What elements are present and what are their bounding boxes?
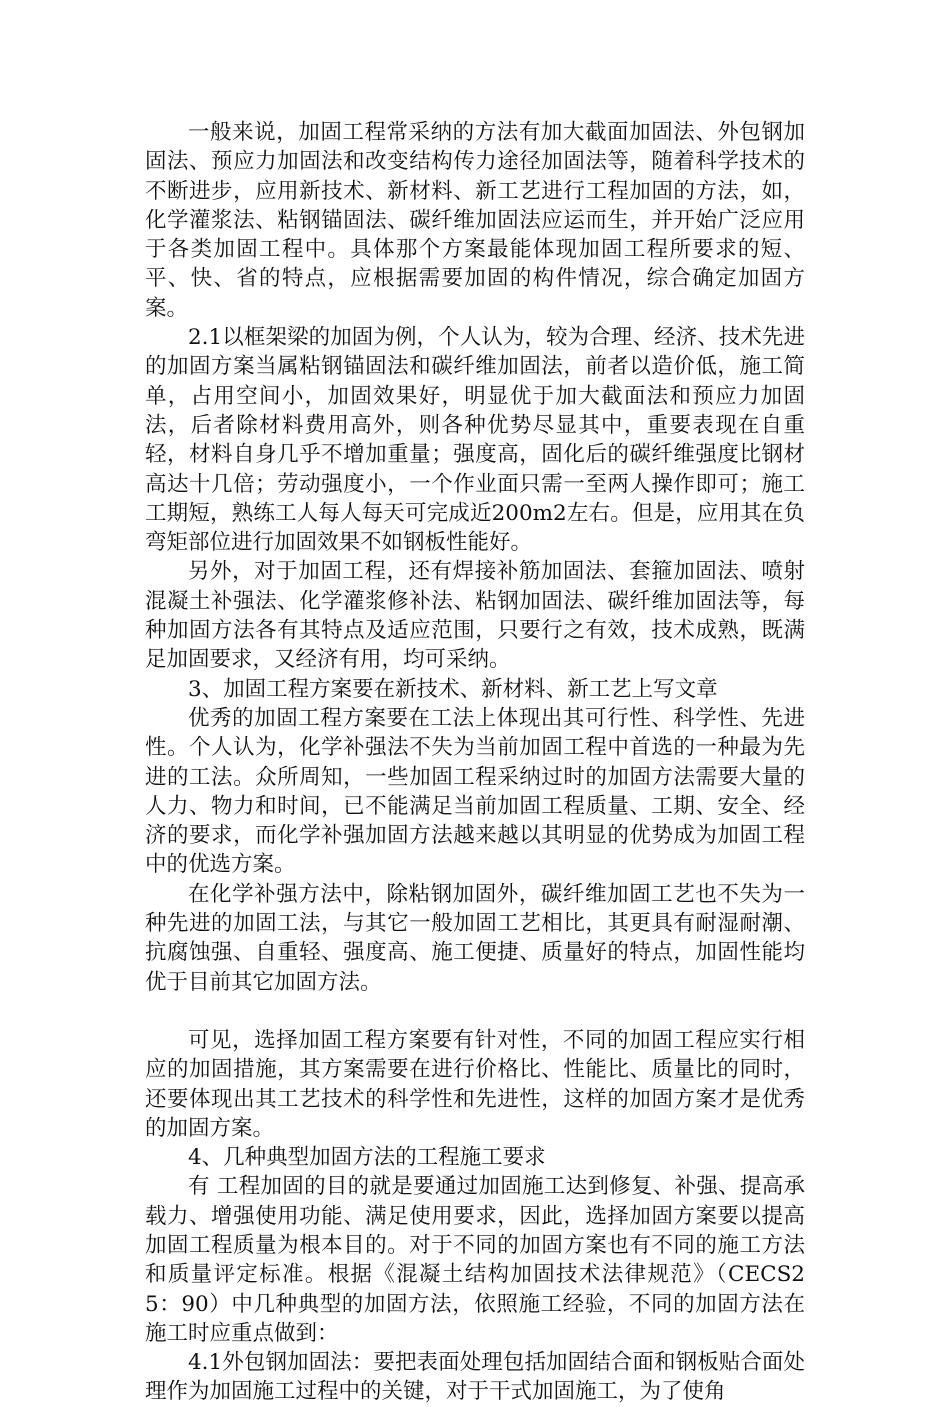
paragraph-construction-requirements: 有 工程加固的目的就是要通过加固施工达到修复、补强、提高承载力、增强使用功能、满足使用要求，因此，选择加固方案要以提高加固工程质量为根本目的。对于不同的加固方案也有不同的施工方法和质量评定标准。根据《混凝土结构加固技术法律规范》（CECS25：90）中几种典型的加固方法，依照施工经验，不同的加固方法在施工时应重点做到： (145, 1174, 805, 1346)
paragraph-reinforcement-methods-overview: 一般来说，加固工程常采纳的方法有加大截面加固法、外包钢加固法、预应力加固法和改变结构传力途径加固法等，随着科学技术的不断进步，应用新技术、新材料、新工艺进行工程加固的方法，如，化学灌浆法、粘钢锚固法、碳纤维加固法应运而生，并开始广泛应用于各类加固工程中。具体那个方案最能体现加固工程所要求的短、平、快、省的特点，应根据需要加固的构件情况，综合确定加固方案。 (145, 120, 805, 321)
paragraph-external-steel-method: 4.1外包钢加固法：要把表面处理包括加固结合面和钢板贴合面处理作为加固施工过程中的关键，对于干式加固施工，为了使角 (145, 1350, 805, 1405)
document-body (145, 118, 805, 1407)
paragraph-chemical-reinforcement: 优秀的加固工程方案要在工法上体现出其可行性、科学性、先进性。个人认为，化学补强法不失为当前加固工程中首选的一种最为先进的工法。众所周知，一些加固工程采纳过时的加固方法需要大量的人力、物力和时间，已不能满足当前加固工程质量、工期、安全、经济的要求，而化学补强加固方法越来越以其明显的优势成为加固工程中的优选方案。 (145, 705, 805, 878)
paragraph-conclusion: 可见，选择加固工程方案要有针对性，不同的加固工程应实行相应的加固措施，其方案需要在进行价格比、性能比、质量比的同时，还要体现出其工艺技术的科学性和先进性，这样的加固方案才是优秀的加固方案。 (145, 1027, 805, 1141)
section-heading-4: 4、几种典型加固方法的工程施工要求 (188, 1145, 546, 1171)
paragraph-frame-beam-example: 2.1以框架梁的加固为例，个人认为，较为合理、经济、技术先进的加固方案当属粘钢锚固法和碳纤维加固法，前者以造价低，施工简单，占用空间小，加固效果好，明显优于加大截面法和预应力加固法，后者除材料费用高外，则各种优势尽显其中，重要表现在自重轻，材料自身几乎不增加重量；强度高，固化后的碳纤维强度比钢材高达十几倍；劳动强度小，一个作业面只需一至两人操作即可；施工工期短，熟练工人每人每天可完成近200m2左右。但是，应用其在负弯矩部位进行加固效果不如钢板性能好。 (145, 325, 805, 556)
section-heading-3: 3、加固工程方案要在新技术、新材料、新工艺上写文章 (188, 676, 718, 702)
paragraph-carbon-fiber: 在化学补强方法中，除粘钢加固外，碳纤维加固工艺也不失为一种先进的加固工法，与其它一般加固工艺相比，其更具有耐湿耐潮、抗腐蚀强、自重轻、强度高、施工便捷、质量好的特点，加固性能均优于目前其它加固方法。 (145, 881, 805, 995)
paragraph-other-methods: 另外，对于加固工程，还有焊接补筋加固法、套箍加固法、喷射混凝土补强法、化学灌浆修补法、粘钢加固法、碳纤维加固法等，每种加固方法各有其特点及适应范围，只要行之有效，技术成熟，既满足加固要求，又经济有用，均可采纳。 (145, 559, 805, 673)
